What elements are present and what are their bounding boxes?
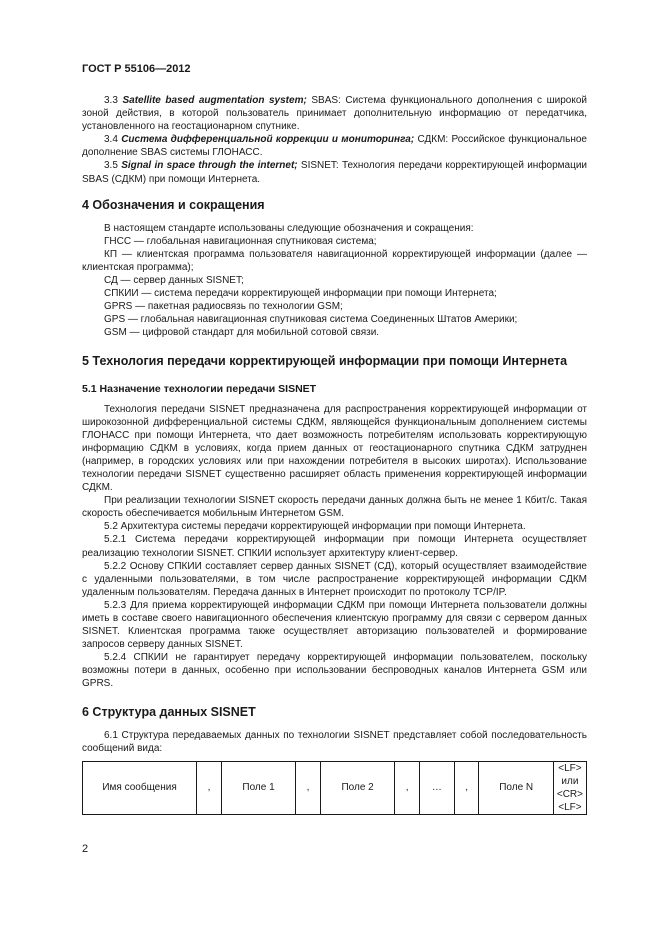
section-5-paragraph: 5.2.2 Основу СПКИИ составляет сервер данных SISNET (СД), который осуществляет взаимодействие с удаленными пользователями, в том числе распространение корректирующей информации СДКМ удаленным пользователям. Передача данных в Интернет происходит по протоколу TCP/IP. xyxy=(82,560,587,598)
table-cell-ellipsis: … xyxy=(420,761,455,814)
table-cell-comma: , xyxy=(454,761,479,814)
definition-term: Система дифференциальной коррекции и мониторинга; xyxy=(121,134,415,146)
section-6-intro: 6.1 Структура передаваемых данных по технологии SISNET представляет собой последовательность сообщений вида: xyxy=(82,729,587,754)
abbreviation-item: КП — клиентская программа пользователя навигационной корректирующей информации (далее — клиентская программа); xyxy=(82,248,587,273)
section-5-paragraph: 5.2.3 Для приема корректирующей информации СДКМ при помощи Интернета пользователи должны иметь в составе своего навигационного обеспечения клиентскую программу для связи с сервером данных SISNET. Клиентская программа также осуществляет авторизацию пользователей и формирование запросов серверу данных SISNET. xyxy=(82,599,587,651)
document-body xyxy=(82,94,587,815)
table-cell-comma: , xyxy=(197,761,222,814)
section-5-paragraph: 5.2.4 СПКИИ не гарантирует передачу корректирующей информации пользователем, поскольку возможны потери в данных, особенно при использовании беспроводных каналов Интернета GSM или GPRS. xyxy=(82,652,587,690)
definition-3-5 xyxy=(82,159,587,185)
section-5-paragraph: При реализации технологии SISNET скорость передачи данных должна быть не менее 1 Кбит/с. Такая скорость обеспечивается мобильным Интернетом GSM. xyxy=(82,495,587,520)
table-cell-line-end: <LF> или <CR> <LF> xyxy=(553,761,586,814)
definition-text: SISNET: Технология передачи корректирующей информации SBAS (СДКМ) при помощи Интернета. xyxy=(82,160,588,185)
table-cell-message-name: Имя сообщения xyxy=(83,761,197,814)
definition-term: Satellite based augmentation system; xyxy=(122,95,307,106)
message-structure-table xyxy=(82,761,587,815)
abbreviation-item: GSM — цифровой стандарт для мобильной сотовой связи. xyxy=(104,327,380,339)
subsection-5-1-title: 5.1 Назначение технологии передачи SISNET xyxy=(82,382,317,395)
definition-number: 3.3 xyxy=(104,95,118,106)
definition-3-4 xyxy=(82,133,587,159)
table-row xyxy=(83,761,587,814)
section-4-intro: В настоящем стандарте использованы следующие обозначения и сокращения: xyxy=(104,222,474,234)
abbreviation-item: GPS — глобальная навигационная спутниковая система Соединенных Штатов Америки; xyxy=(104,314,518,326)
definition-3-3 xyxy=(82,94,587,133)
definition-term: Signal in space through the internet; xyxy=(121,160,298,172)
definition-number: 3.5 xyxy=(104,160,118,172)
section-5-title: 5 Технология передачи корректирующей информации при помощи Интернета xyxy=(82,353,568,368)
section-5-paragraph: 5.2.1 Система передачи корректирующей информации при помощи Интернета осуществляет реализацию технологии SISNET. СПКИИ использует архитектуру клиент-сервер. xyxy=(82,534,587,559)
table-cell-field-1: Поле 1 xyxy=(221,761,295,814)
table-cell-field-n: Поле N xyxy=(479,761,553,814)
page-number: 2 xyxy=(82,843,89,855)
abbreviation-item: СПКИИ — система передачи корректирующей информации при помощи Интернета; xyxy=(104,288,497,300)
section-6-title: 6 Структура данных SISNET xyxy=(82,704,256,719)
abbreviation-item: GPRS — пакетная радиосвязь по технологии GSM; xyxy=(104,301,343,313)
section-5-paragraph: Технология передачи SISNET предназначена для распространения корректирующей информации от широкозонной дифференциальной системы СДКМ, являющейся функциональным дополнением системы ГЛОНАСС при помощи Интернета, что дает возможность потребителям использовать корректирующую информацию СДКМ в условиях, когда прием данных от геостационарного спутника СДКМ затруднен (например, в городских условиях или при нахождении потребителя в высоких широтах). Использование технологии передачи SISNET существенно расширяет область применения корректирующей информации СДКМ. xyxy=(82,403,587,494)
abbreviation-item: СД — сервер данных SISNET; xyxy=(104,275,244,287)
definition-number: 3.4 xyxy=(104,134,118,146)
definition-text: SBAS: Система функционального дополнения с широкой зоной действия, в которой пользователь принимает дополнительную информацию от передатчика, установленного на геостационарном спутнике. xyxy=(82,95,587,133)
abbreviation-item: ГНСС — глобальная навигационная спутниковая система; xyxy=(104,235,377,247)
section-4-title: 4 Обозначения и сокращения xyxy=(82,197,265,212)
table-cell-comma: , xyxy=(296,761,321,814)
table-cell-comma: , xyxy=(395,761,420,814)
section-5-paragraph: 5.2 Архитектура системы передачи корректирующей информации при помощи Интернета. xyxy=(104,521,526,533)
document-header: ГОСТ Р 55106—2012 xyxy=(82,63,191,75)
table-cell-field-2: Поле 2 xyxy=(320,761,394,814)
definition-text: СДКМ: Российское функциональное дополнение SBAS системы ГЛОНАСС. xyxy=(82,134,587,159)
